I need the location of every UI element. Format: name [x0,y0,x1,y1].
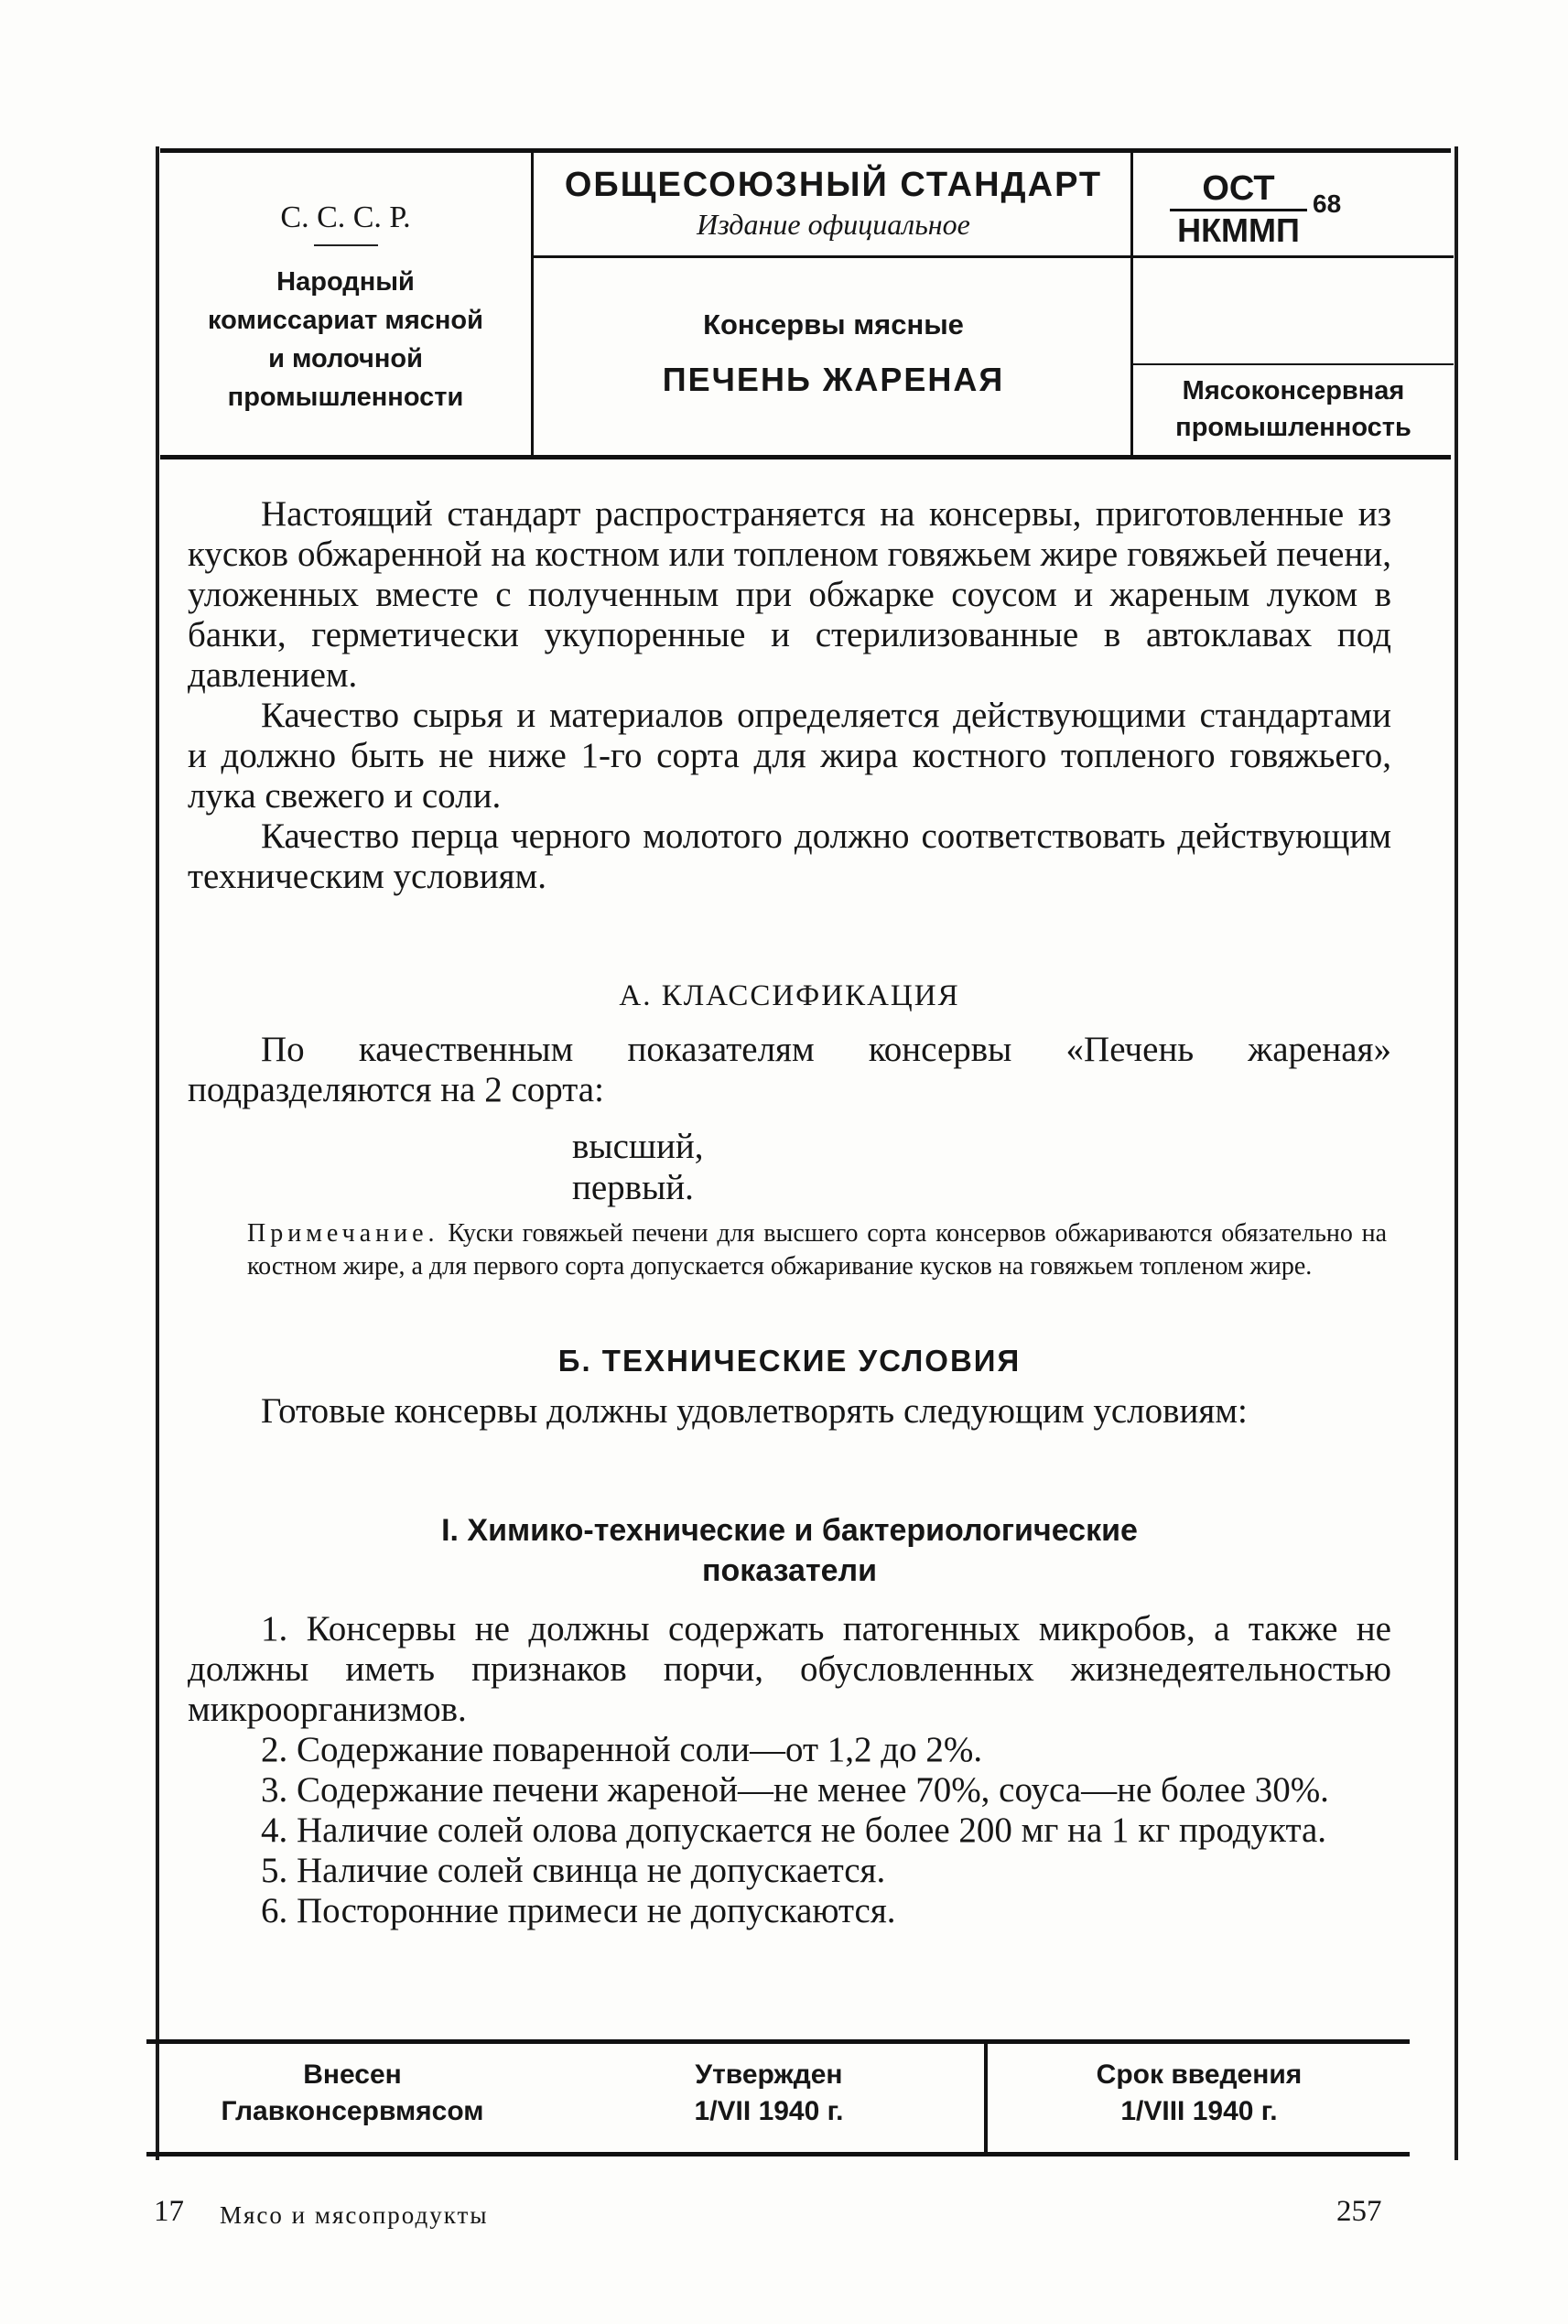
note-text: Куски говяжьей печени для высшего сорта консервов обжариваются обязательно на костном жире, а для первого сорта допускается обжаривание кусков на говяжьем топленом жире. [247,1219,1387,1281]
requirement-item: 2. Содержание поваренной соли—от 1,2 до 2%. [261,1730,983,1769]
running-title: Мясо и мясопродукты [220,2201,489,2229]
submitted-label: Внесен [303,2059,402,2090]
classification-note [247,1217,1387,1283]
ost-number: 68 [1313,189,1342,218]
approved-date: 1/VII 1940 г. [694,2096,844,2126]
requirement-item: 3. Содержание печени жареной—не менее 70%, соуса—не более 30%. [261,1770,1329,1810]
commissariat-line: комиссариат мясной [208,306,483,335]
header-right-column [1130,153,1454,455]
section-a-text [188,1030,1391,1110]
subsection-title [188,1510,1391,1591]
industry-line: Мясоконсервная [1182,376,1405,405]
effective-label: Срок введения [1096,2059,1303,2090]
ussr-underline [314,244,378,246]
footer-approved [558,2057,979,2130]
industry-label [1133,373,1454,446]
footer-effective [989,2057,1410,2130]
commissariat-line: и молочной [268,344,423,373]
page-number: 257 [1336,2195,1382,2228]
ost-code-top: ОСТ [1170,169,1307,211]
requirement-item: 1. Консервы не должны содержать патогенных микробов, а также не должны иметь признаков порчи, обусловленных жизнедеятельностью микроорганизмов. [188,1609,1391,1729]
header-divider [534,255,1133,258]
header-divider [1133,255,1454,258]
requirements-list [188,1609,1391,1931]
intro-paragraph: Настоящий стандарт распространяется на консервы, приготовленные из кусков обжаренной на костном или топленом говяжьем жире говяжьей печени, уложенных вместе с полученным при обжарке соусом и жареным луком в банки, герметически укупоренные и стерилизованные в автоклавах под давлением. [188,494,1391,695]
standard-title: ОБЩЕСОЮЗНЫЙ СТАНДАРТ [564,166,1103,204]
grade-item: высший, [572,1127,704,1166]
section-b-title: Б. ТЕХНИЧЕСКИЕ УСЛОВИЯ [557,1344,1022,1378]
standard-subtitle: Издание официальное [697,208,970,241]
intro-paragraph: Качество сырья и материалов определяется действующими стандартами и должно быть не ниже 1-го сорта для жира костного топленого говяжьего, лука свежего и соли. [188,696,1391,816]
requirement-item: 6. Посторонние примеси не допускаются. [261,1891,896,1930]
section-b-text [188,1391,1391,1432]
footer-divider [984,2044,988,2152]
intro-paragraph: Качество перца черного молотого должно соответствовать действующим техническим условиям. [188,816,1391,896]
requirement-item: 4. Наличие солей олова допускается не более 200 мг на 1 кг продукта. [261,1811,1327,1850]
header-left-column [160,153,531,455]
section-a-title: А. КЛАССИФИКАЦИЯ [619,979,960,1012]
commissariat-name [160,263,531,416]
document-footer [146,2039,1410,2156]
header-divider [1133,363,1454,365]
effective-date: 1/VIII 1940 г. [1120,2096,1278,2126]
subsection-title-line: I. Химико-технические и бактериологические [441,1513,1138,1548]
requirement-item: 5. Наличие солей свинца не допускается. [261,1851,886,1890]
commissariat-line: промышленности [227,383,464,412]
note-label: Примечание. [247,1219,439,1248]
ussr-label: С. С. С. Р. [280,200,411,234]
grade-item: первый. [572,1168,694,1207]
section-b-paragraph: Готовые консервы должны удовлетворять следующим условиям: [261,1391,1248,1431]
product-name: ПЕЧЕНЬ ЖАРЕНАЯ [662,361,1005,398]
approved-label: Утвержден [695,2059,843,2090]
ost-code-bottom: НКММП [1177,211,1300,249]
subsection-title-line: показатели [701,1553,878,1588]
product-category: Консервы мясные [703,308,964,340]
footer-submitted [146,2057,558,2130]
industry-line: промышленность [1175,413,1411,442]
document-header [160,148,1451,459]
commissariat-line: Народный [276,267,415,297]
section-a-paragraph: По качественным показателям консервы «Печень жареная» подразделяются на 2 сорта: [188,1030,1391,1109]
header-middle-column [531,153,1133,455]
signature-mark: 17 [154,2195,184,2228]
intro-text [188,494,1391,897]
submitted-by: Главконсервмясом [221,2096,484,2126]
